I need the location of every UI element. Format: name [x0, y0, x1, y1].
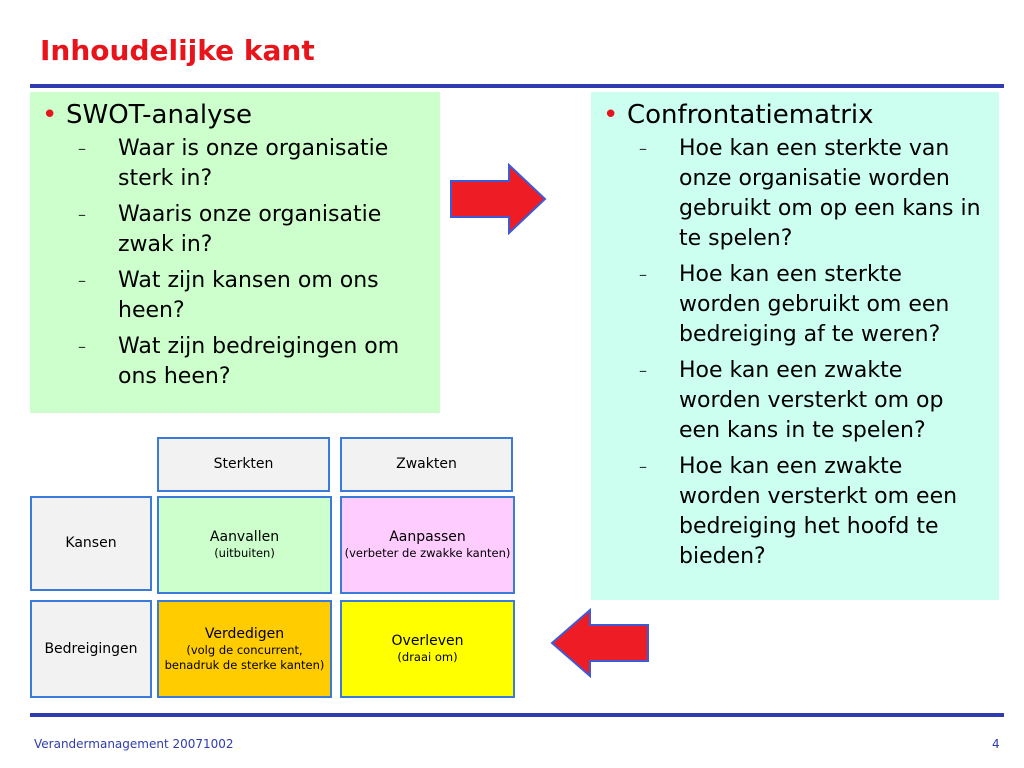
list-item	[78, 266, 430, 326]
bullet-icon: •	[42, 100, 58, 130]
matrix-header-sterkten	[157, 437, 330, 492]
list-item	[78, 332, 430, 392]
swot-analysis-box	[30, 92, 440, 413]
arrow-left-icon	[550, 608, 650, 678]
matrix-row-label: Bedreigingen	[44, 640, 138, 657]
dash-icon: –	[78, 337, 86, 356]
confrontatie-item-text: Hoe kan een zwakte worden versterkt om een bedreiging het hoofd te bieden?	[679, 454, 958, 569]
top-divider	[30, 84, 1004, 88]
list-item	[639, 260, 989, 350]
confrontatie-heading: Confrontatiematrix	[627, 100, 874, 130]
list-item	[78, 200, 430, 260]
list-item	[639, 356, 989, 446]
cell-subtitle: (draai om)	[397, 650, 458, 664]
dash-icon: –	[639, 457, 647, 476]
confrontatie-item-text: Hoe kan een sterkte van onze organisatie worden gebruikt om op een kans in te spelen?	[679, 136, 981, 251]
slide-title: Inhoudelijke kant	[40, 34, 315, 67]
swot-heading-bullet	[42, 100, 430, 130]
cell-title: Aanvallen	[209, 529, 280, 545]
cell-subtitle: (volg de concurrent,	[186, 642, 303, 657]
swot-item-text: Waar is onze organisatie sterk in?	[118, 136, 389, 191]
dash-icon: –	[78, 139, 86, 158]
dash-icon: –	[639, 361, 647, 380]
confrontatie-heading-bullet	[603, 100, 989, 130]
cell-subtitle: (verbeter de zwakke kanten)	[344, 546, 511, 560]
dash-icon: –	[639, 265, 647, 284]
list-item	[639, 134, 989, 254]
swot-heading: SWOT-analyse	[66, 100, 253, 130]
matrix-cell-aanpassen	[340, 496, 515, 594]
cell-title: Overleven	[391, 633, 464, 649]
matrix-cell-overleven	[340, 600, 515, 698]
dash-icon: –	[78, 271, 86, 290]
matrix-row-label: Kansen	[65, 535, 117, 551]
dash-icon: –	[78, 205, 86, 224]
footer-text: Verandermanagement 20071002	[34, 737, 234, 751]
cell-subtitle: (uitbuiten)	[214, 546, 275, 560]
list-item	[78, 134, 430, 194]
confrontatiematrix-box	[591, 92, 999, 600]
matrix-row-bedreigingen	[30, 600, 152, 698]
matrix-row-kansen	[30, 496, 152, 591]
list-item	[639, 452, 989, 572]
cell-subtitle: benadruk de sterke kanten)	[164, 657, 325, 672]
swot-item-text: Waaris onze organisatie zwak in?	[118, 202, 382, 257]
arrow-right-icon	[449, 163, 547, 235]
swot-item-text: Wat zijn bedreigingen om ons heen?	[118, 334, 400, 389]
confrontatie-item-text: Hoe kan een sterkte worden gebruikt om een bedreiging af te weren?	[679, 262, 950, 347]
matrix-header-label: Zwakten	[396, 456, 457, 472]
bullet-icon: •	[603, 100, 619, 130]
bottom-divider	[30, 713, 1004, 717]
dash-icon: –	[639, 139, 647, 158]
cell-title: Verdedigen	[204, 625, 285, 642]
matrix-header-zwakten	[340, 437, 513, 492]
matrix-cell-aanvallen	[157, 496, 332, 594]
swot-item-text: Wat zijn kansen om ons heen?	[118, 268, 379, 323]
matrix-cell-verdedigen	[157, 600, 332, 698]
confrontatie-item-text: Hoe kan een zwakte worden versterkt om op een kans in te spelen?	[679, 358, 944, 443]
matrix-header-label: Sterkten	[213, 456, 274, 472]
cell-title: Aanpassen	[389, 529, 466, 545]
page-number: 4	[992, 737, 1000, 751]
